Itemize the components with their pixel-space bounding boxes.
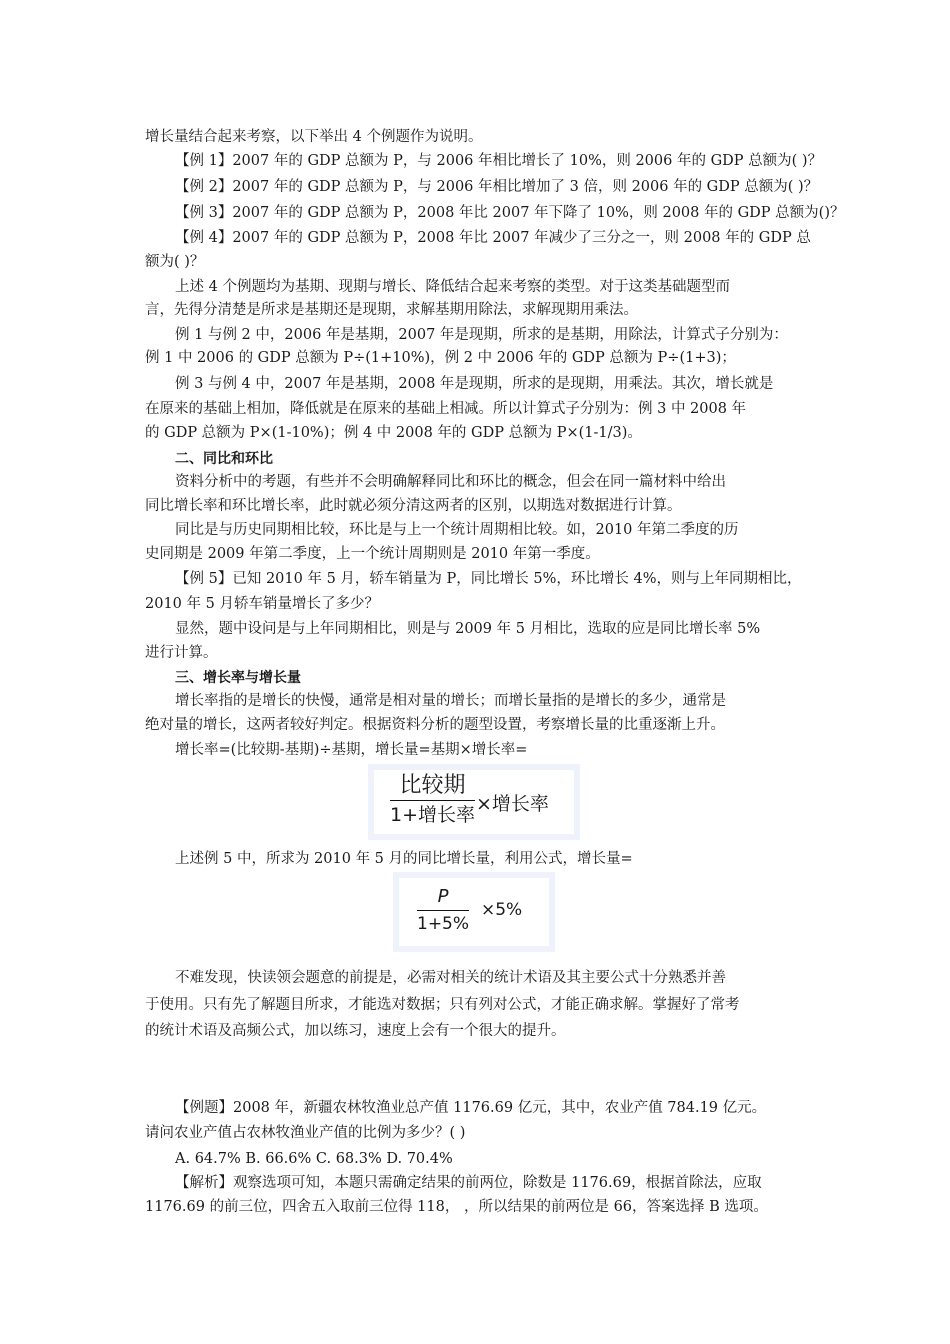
paragraph-line: 上述 4 个例题均为基期、现期与增长、降低结合起来考察的类型。对于这类基础题型而 xyxy=(175,279,730,295)
formula-denominator: 1+5% xyxy=(417,914,470,934)
practice-question: 【例题】2008 年，新疆农林牧渔业总产值 1176.69 亿元，其中，农业产值 784.19 亿元。 xyxy=(175,1100,767,1116)
solution-explanation: 【解析】观察选项可知，本题只需确定结果的前两位，除数是 1176.69，根据首除法，应取 xyxy=(175,1175,762,1191)
formula-fraction xyxy=(417,884,469,937)
section-heading-3: 三、增长率与增长量 xyxy=(175,670,301,686)
paragraph-line: 同比增长率和环比增长率，此时就必须分清这两者的区别，以期选对数据进行计算。 xyxy=(145,498,682,514)
paragraph-line: 例 3 与例 4 中，2007 年是基期，2008 年是现期，所求的是现期，用乘法。其次，增长就是 xyxy=(175,376,774,392)
paragraph-line: 同比是与历史同期相比较，环比是与上一个统计周期相比较。如，2010 年第二季度的历 xyxy=(175,522,739,538)
paragraph-line: 的统计术语及高频公式，加以练习，速度上会有一个很大的提升。 xyxy=(145,1023,566,1039)
section-heading-2: 二、同比和环比 xyxy=(175,451,273,467)
paragraph-line: 进行计算。 xyxy=(145,645,218,661)
paragraph-line: 显然，题中设问是与上年同期相比，则是与 2009 年 5 月相比，选取的应是同比增长率 5% xyxy=(175,621,761,637)
paragraph-line: 不难发现，快读领会题意的前提是，必需对相关的统计术语及其主要公式十分熟悉并善 xyxy=(175,970,726,986)
formula-example-5 xyxy=(393,872,555,952)
paragraph-line: 请问农业产值占农林牧渔业产值的比例为多少？( ) xyxy=(145,1125,466,1141)
formula-fraction xyxy=(390,772,475,829)
paragraph-line: 资料分析中的考题，有些并不会明确解释同比和环比的概念，但会在同一篇材料中给出 xyxy=(175,474,726,490)
formula-multiplier: ×5% xyxy=(481,900,523,920)
paragraph-line: 1176.69 的前三位，四舍五入取前三位得 118， ，所以结果的前两位是 66，答案选择 B 选项。 xyxy=(145,1199,768,1215)
paragraph-line: 增长率=(比较期-基期)÷基期，增长量=基期×增长率= xyxy=(175,742,528,758)
answer-options: A. 64.7% B. 66.6% C. 68.3% D. 70.4% xyxy=(175,1151,453,1167)
paragraph-line: 例 1 中 2006 的 GDP 总额为 P÷(1+10%)，例 2 中 2006 年的 GDP 总额为 P÷(1+3)； xyxy=(145,350,736,366)
paragraph-line: 增长量结合起来考察，以下举出 4 个例题作为说明。 xyxy=(145,129,483,145)
paragraph-line: 绝对量的增长，这两者较好判定。根据资料分析的题型设置，考察增长量的比重逐渐上升。 xyxy=(145,717,725,733)
example-2: 【例 2】2007 年的 GDP 总额为 P，与 2006 年相比增加了 3 倍，则 2006 年的 GDP 总额为( )？ xyxy=(175,179,819,195)
formula-multiplier: ×增长率 xyxy=(476,793,549,815)
paragraph-line: 例 1 与例 2 中，2006 年是基期，2007 年是现期，所求的是基期，用除法，计算式子分别为： xyxy=(175,327,788,343)
paragraph-line: 上述例 5 中，所求为 2010 年 5 月的同比增长量，利用公式，增长量= xyxy=(175,851,633,867)
paragraph-line: 言，先得分清楚是所求是基期还是现期，求解基期用除法，求解现期用乘法。 xyxy=(145,302,638,318)
example-3: 【例 3】2007 年的 GDP 总额为 P，2008 年比 2007 年下降了 10%，则 2008 年的 GDP 总额为()？ xyxy=(175,205,845,221)
paragraph-line: 的 GDP 总额为 P×(1-10%)；例 4 中 2008 年的 GDP 总额为 P×(1-1/3)。 xyxy=(145,425,642,441)
paragraph-line: 史同期是 2009 年第二季度，上一个统计周期则是 2010 年第一季度。 xyxy=(145,546,600,562)
paragraph-line: 在原来的基础上相加，降低就是在原来的基础上相减。所以计算式子分别为：例 3 中 2008 年 xyxy=(145,401,747,417)
formula-denominator: 1+增长率 xyxy=(390,804,476,826)
paragraph-line: 额为( )？ xyxy=(145,254,205,270)
formula-numerator: P xyxy=(437,886,449,907)
example-1: 【例 1】2007 年的 GDP 总额为 P，与 2006 年相比增长了 10%，则 2006 年的 GDP 总额为( )？ xyxy=(175,153,823,169)
formula-numerator: 比较期 xyxy=(399,773,466,798)
paragraph-line: 增长率指的是增长的快慢，通常是相对量的增长；而增长量指的是增长的多少，通常是 xyxy=(175,693,726,709)
paragraph-line: 2010 年 5 月轿车销量增长了多少？ xyxy=(145,596,379,612)
example-5: 【例 5】已知 2010 年 5 月，轿车销量为 P，同比增长 5%，环比增长 4%，则与上年同期相比， xyxy=(175,571,802,587)
example-4: 【例 4】2007 年的 GDP 总额为 P，2008 年比 2007 年减少了三分之一，则 2008 年的 GDP 总 xyxy=(175,230,811,246)
formula-growth-amount xyxy=(368,764,580,840)
paragraph-line: 于使用。只有先了解题目所求，才能选对数据；只有列对公式，才能正确求解。掌握好了常考 xyxy=(145,997,740,1013)
